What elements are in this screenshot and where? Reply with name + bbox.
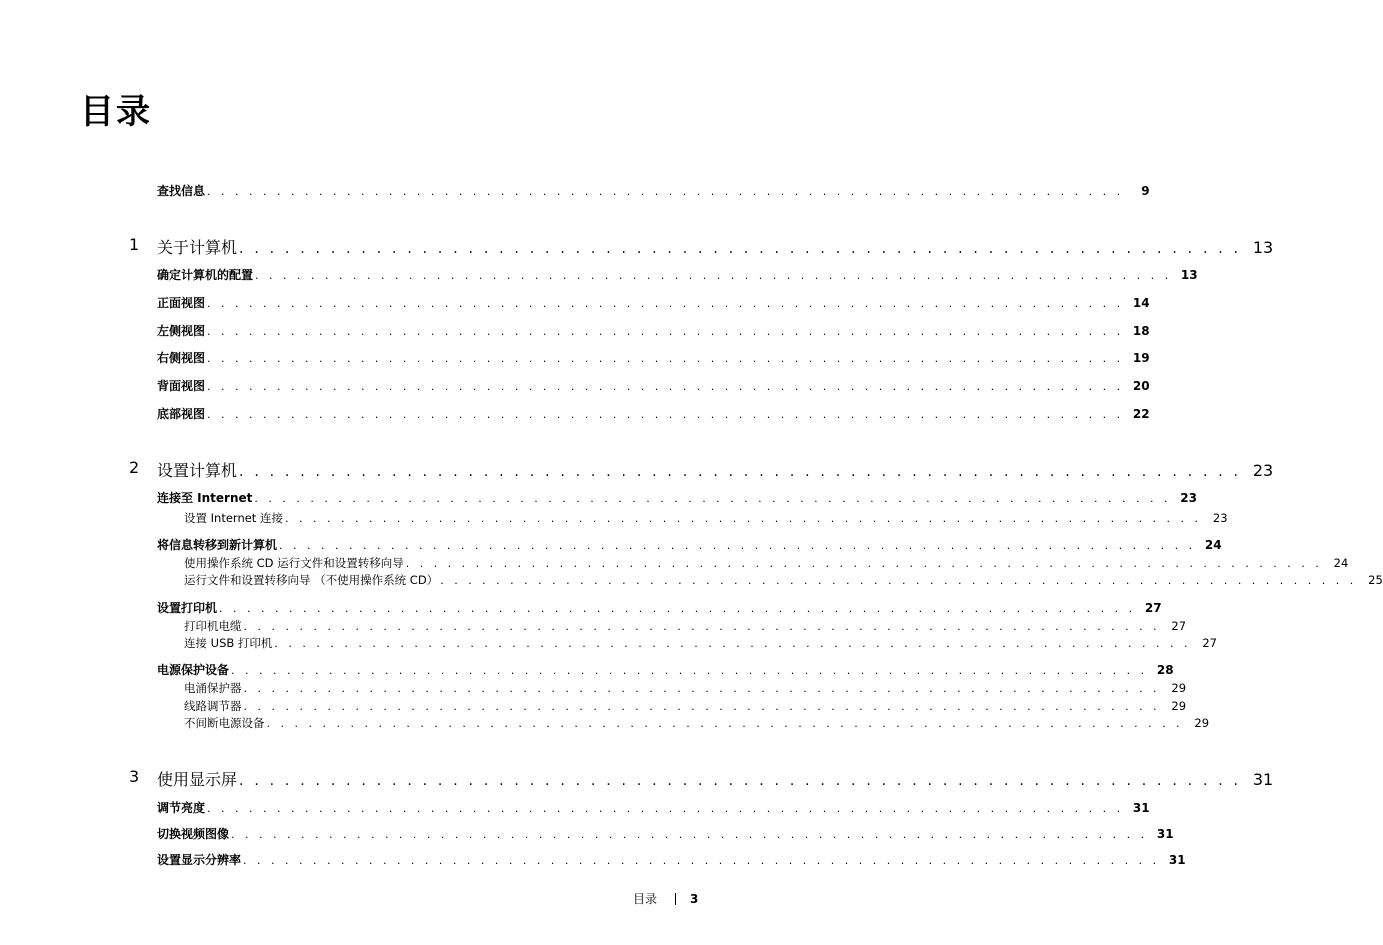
toc-subentry-page: 29 bbox=[1171, 699, 1187, 713]
dot-leader: . . . . . . . . . . . . . . . . . . . . . . . . . . . . . . . . . . . . . . . . . . . . . . . . . . . . . . . . . . . . . . . . . . bbox=[239, 464, 1242, 480]
dot-leader: . . . . . . . . . . . . . . . . . . . . . . . . . . . . . . . . . . . . . . . . . . . . . . . . . . . . . . . . . . . . . . . . . . bbox=[231, 664, 1148, 677]
dot-leader: . . . . . . . . . . . . . . . . . . . . . . . . . . . . . . . . . . . . . . . . . . . . . . . . . . . . . . . . . . . . . . . . . . bbox=[207, 408, 1124, 421]
dot-leader: . . . . . . . . . . . . . . . . . . . . . . . . . . . . . . . . . . . . . . . . . . . . . . . . . . . . . . . . . . . . . . . . . . bbox=[254, 492, 1171, 505]
dot-leader: . . . . . . . . . . . . . . . . . . . . . . . . . . . . . . . . . . . . . . . . . . . . . . . . . . . . . . . . . . . . . . . . . . bbox=[207, 185, 1124, 198]
toc-chapter-label: 设置计算机 bbox=[157, 461, 238, 480]
toc-subentry[interactable] bbox=[184, 555, 1349, 571]
toc-subentry-label: 不间断电源设备 bbox=[184, 716, 265, 730]
toc-entry-page: 13 bbox=[1180, 268, 1198, 282]
toc-subentry-page: 24 bbox=[1333, 556, 1349, 570]
dot-leader: . . . . . . . . . . . . . . . . . . . . . . . . . . . . . . . . . . . . . . . . . . . . . . . . . . . . . . . . . . . . . . . . . . bbox=[255, 269, 1172, 282]
toc-subentry-label: 连接 USB 打印机 bbox=[184, 636, 273, 650]
toc-entry-find-info[interactable] bbox=[157, 182, 1150, 199]
toc-subentry-page: 23 bbox=[1212, 511, 1228, 525]
toc-entry-page: 22 bbox=[1132, 407, 1150, 421]
toc-entry[interactable] bbox=[157, 825, 1174, 842]
dot-leader: . . . . . . . . . . . . . . . . . . . . . . . . . . . . . . . . . . . . . . . . . . . . . . . . . . . . . . . . . . . . . . . . . . bbox=[405, 557, 1323, 570]
toc-entry-label: 右侧视图 bbox=[157, 351, 206, 365]
toc-entry[interactable] bbox=[157, 377, 1150, 394]
toc-entry-label: 切换视频图像 bbox=[157, 827, 230, 841]
toc-entry-label: 设置打印机 bbox=[157, 601, 218, 615]
toc-subentry-label: 线路调节器 bbox=[184, 699, 242, 713]
toc-entry-label: 连接至 Internet bbox=[157, 491, 253, 505]
dot-leader: . . . . . . . . . . . . . . . . . . . . . . . . . . . . . . . . . . . . . . . . . . . . . . . . . . . . . . . . . . . . . . . . . . bbox=[207, 325, 1124, 338]
toc-subentry-page: 29 bbox=[1171, 681, 1187, 695]
dot-leader: . . . . . . . . . . . . . . . . . . . . . . . . . . . . . . . . . . . . . . . . . . . . . . . . . . . . . . . . . . . . . . . . . . bbox=[243, 700, 1161, 713]
toc-subentry-page: 29 bbox=[1194, 716, 1210, 730]
dot-leader: . . . . . . . . . . . . . . . . . . . . . . . . . . . . . . . . . . . . . . . . . . . . . . . . . . . . . . . . . . . . . . . . . . bbox=[284, 512, 1202, 525]
toc-entry[interactable] bbox=[157, 799, 1150, 816]
toc-entry[interactable] bbox=[157, 349, 1150, 366]
toc-entry-page: 20 bbox=[1132, 379, 1150, 393]
page-footer bbox=[633, 890, 698, 907]
page-number: 3 bbox=[690, 891, 699, 906]
footer-label: 目录 bbox=[633, 892, 658, 906]
toc-subentry-page: 27 bbox=[1202, 636, 1217, 650]
toc-subentry-label: 设置 Internet 连接 bbox=[184, 511, 283, 525]
chapter-number: 3 bbox=[129, 767, 140, 786]
toc-subentry-label: 电涌保护器 bbox=[184, 681, 242, 695]
toc-entry-page: 31 bbox=[1156, 827, 1174, 841]
dot-leader: . . . . . . . . . . . . . . . . . . . . . . . . . . . . . . . . . . . . . . . . . . . . . . . . . . . . . . . . . . . . . . . . . . bbox=[239, 241, 1242, 257]
toc-entry[interactable] bbox=[157, 536, 1222, 553]
dot-leader: . . . . . . . . . . . . . . . . . . . . . . . . . . . . . . . . . . . . . . . . . . . . . . . . . . . . . . . . . . . . . . . . . . bbox=[274, 637, 1191, 650]
toc-chapter-3[interactable] bbox=[157, 767, 1274, 790]
toc-entry-label: 调节亮度 bbox=[157, 801, 206, 815]
toc-chapter-page: 13 bbox=[1252, 238, 1274, 257]
toc-subentry[interactable] bbox=[184, 635, 1217, 651]
dot-leader: . . . . . . . . . . . . . . . . . . . . . . . . . . . . . . . . . . . . . . . . . . . . . . . . . . . . . . . . . . . . . . . . . . bbox=[207, 352, 1124, 365]
dot-leader: . . . . . . . . . . . . . . . . . . . . . . . . . . . . . . . . . . . . . . . . . . . . . . . . . . . . . . . . . . . . . . . . . . bbox=[231, 828, 1148, 841]
toc-entry[interactable] bbox=[157, 489, 1197, 506]
toc-subentry-page: 25 bbox=[1368, 573, 1383, 587]
toc-entry-page: 9 bbox=[1141, 184, 1150, 198]
toc-entry-page: 31 bbox=[1168, 853, 1186, 867]
toc-chapter-label: 关于计算机 bbox=[157, 238, 238, 257]
toc-subentry[interactable] bbox=[184, 698, 1187, 714]
dot-leader: . . . . . . . . . . . . . . . . . . . . . . . . . . . . . . . . . . . . . . . . . . . . . . . . . . . . . . . . . . . . . . . . . . bbox=[219, 602, 1136, 615]
toc-entry-page: 23 bbox=[1180, 491, 1197, 505]
toc-entry-label: 将信息转移到新计算机 bbox=[157, 538, 278, 552]
toc-subentry[interactable] bbox=[184, 715, 1210, 731]
dot-leader: . . . . . . . . . . . . . . . . . . . . . . . . . . . . . . . . . . . . . . . . . . . . . . . . . . . . . . . . . . . . . . . . . . bbox=[207, 380, 1124, 393]
toc-subentry[interactable] bbox=[184, 572, 1383, 588]
dot-leader: . . . . . . . . . . . . . . . . . . . . . . . . . . . . . . . . . . . . . . . . . . . . . . . . . . . . . . . . . . . . . . . . . . bbox=[243, 854, 1160, 867]
toc-subentry[interactable] bbox=[184, 680, 1187, 696]
dot-leader: . . . . . . . . . . . . . . . . . . . . . . . . . . . . . . . . . . . . . . . . . . . . . . . . . . . . . . . . . . . . . . . . . . bbox=[243, 620, 1161, 633]
dot-leader: . . . . . . . . . . . . . . . . . . . . . . . . . . . . . . . . . . . . . . . . . . . . . . . . . . . . . . . . . . . . . . . . . . bbox=[239, 773, 1242, 789]
toc-entry-page: 28 bbox=[1156, 663, 1174, 677]
toc-entry[interactable] bbox=[157, 599, 1162, 616]
toc-entry-page: 19 bbox=[1132, 351, 1150, 365]
dot-leader: . . . . . . . . . . . . . . . . . . . . . . . . . . . . . . . . . . . . . . . . . . . . . . . . . . . . . . . . . . . . . . . . . . bbox=[440, 574, 1357, 587]
toc-entry-label: 查找信息 bbox=[157, 184, 206, 198]
toc-entry[interactable] bbox=[157, 266, 1198, 283]
toc-entry-page: 27 bbox=[1144, 601, 1162, 615]
toc-subentry[interactable] bbox=[184, 618, 1187, 634]
toc-entry-label: 左侧视图 bbox=[157, 324, 206, 338]
dot-leader: . . . . . . . . . . . . . . . . . . . . . . . . . . . . . . . . . . . . . . . . . . . . . . . . . . . . . . . . . . . . . . . . . . bbox=[279, 539, 1196, 552]
toc-entry[interactable] bbox=[157, 294, 1150, 311]
toc-subentry-page: 27 bbox=[1171, 619, 1187, 633]
footer-divider bbox=[675, 893, 676, 905]
toc-entry-page: 31 bbox=[1132, 801, 1150, 815]
toc-entry-label: 正面视图 bbox=[157, 296, 206, 310]
chapter-number: 1 bbox=[129, 235, 140, 254]
toc-chapter-1[interactable] bbox=[157, 235, 1274, 258]
toc-entry[interactable] bbox=[157, 661, 1174, 678]
toc-chapter-page: 23 bbox=[1252, 461, 1274, 480]
toc-entry-label: 确定计算机的配置 bbox=[157, 268, 254, 282]
toc-subentry-label: 使用操作系统 CD 运行文件和设置转移向导 bbox=[184, 556, 404, 570]
toc-entry-label: 电源保护设备 bbox=[157, 663, 230, 677]
toc-chapter-label: 使用显示屏 bbox=[157, 770, 238, 789]
dot-leader: . . . . . . . . . . . . . . . . . . . . . . . . . . . . . . . . . . . . . . . . . . . . . . . . . . . . . . . . . . . . . . . . . . bbox=[243, 682, 1161, 695]
toc-entry-label: 底部视图 bbox=[157, 407, 206, 421]
toc-subentry[interactable] bbox=[184, 510, 1228, 526]
toc-chapter-2[interactable] bbox=[157, 458, 1274, 481]
toc-entry[interactable] bbox=[157, 322, 1150, 339]
dot-leader: . . . . . . . . . . . . . . . . . . . . . . . . . . . . . . . . . . . . . . . . . . . . . . . . . . . . . . . . . . . . . . . . . . bbox=[266, 717, 1184, 730]
toc-chapter-page: 31 bbox=[1252, 770, 1274, 789]
dot-leader: . . . . . . . . . . . . . . . . . . . . . . . . . . . . . . . . . . . . . . . . . . . . . . . . . . . . . . . . . . . . . . . . . . bbox=[207, 297, 1124, 310]
dot-leader: . . . . . . . . . . . . . . . . . . . . . . . . . . . . . . . . . . . . . . . . . . . . . . . . . . . . . . . . . . . . . . . . . . bbox=[207, 802, 1124, 815]
toc-subentry-label: 运行文件和设置转移向导 （不使用操作系统 CD） bbox=[184, 573, 439, 587]
toc-entry-page: 18 bbox=[1132, 324, 1150, 338]
toc-entry-page: 14 bbox=[1132, 296, 1150, 310]
toc-entry[interactable] bbox=[157, 405, 1150, 422]
toc-entry-page: 24 bbox=[1204, 538, 1222, 552]
toc-entry[interactable] bbox=[157, 851, 1186, 868]
toc-subentry-label: 打印机电缆 bbox=[184, 619, 242, 633]
chapter-number: 2 bbox=[129, 458, 140, 477]
page-title: 目录 bbox=[80, 92, 152, 132]
toc-entry-label: 设置显示分辨率 bbox=[157, 853, 242, 867]
toc-entry-label: 背面视图 bbox=[157, 379, 206, 393]
